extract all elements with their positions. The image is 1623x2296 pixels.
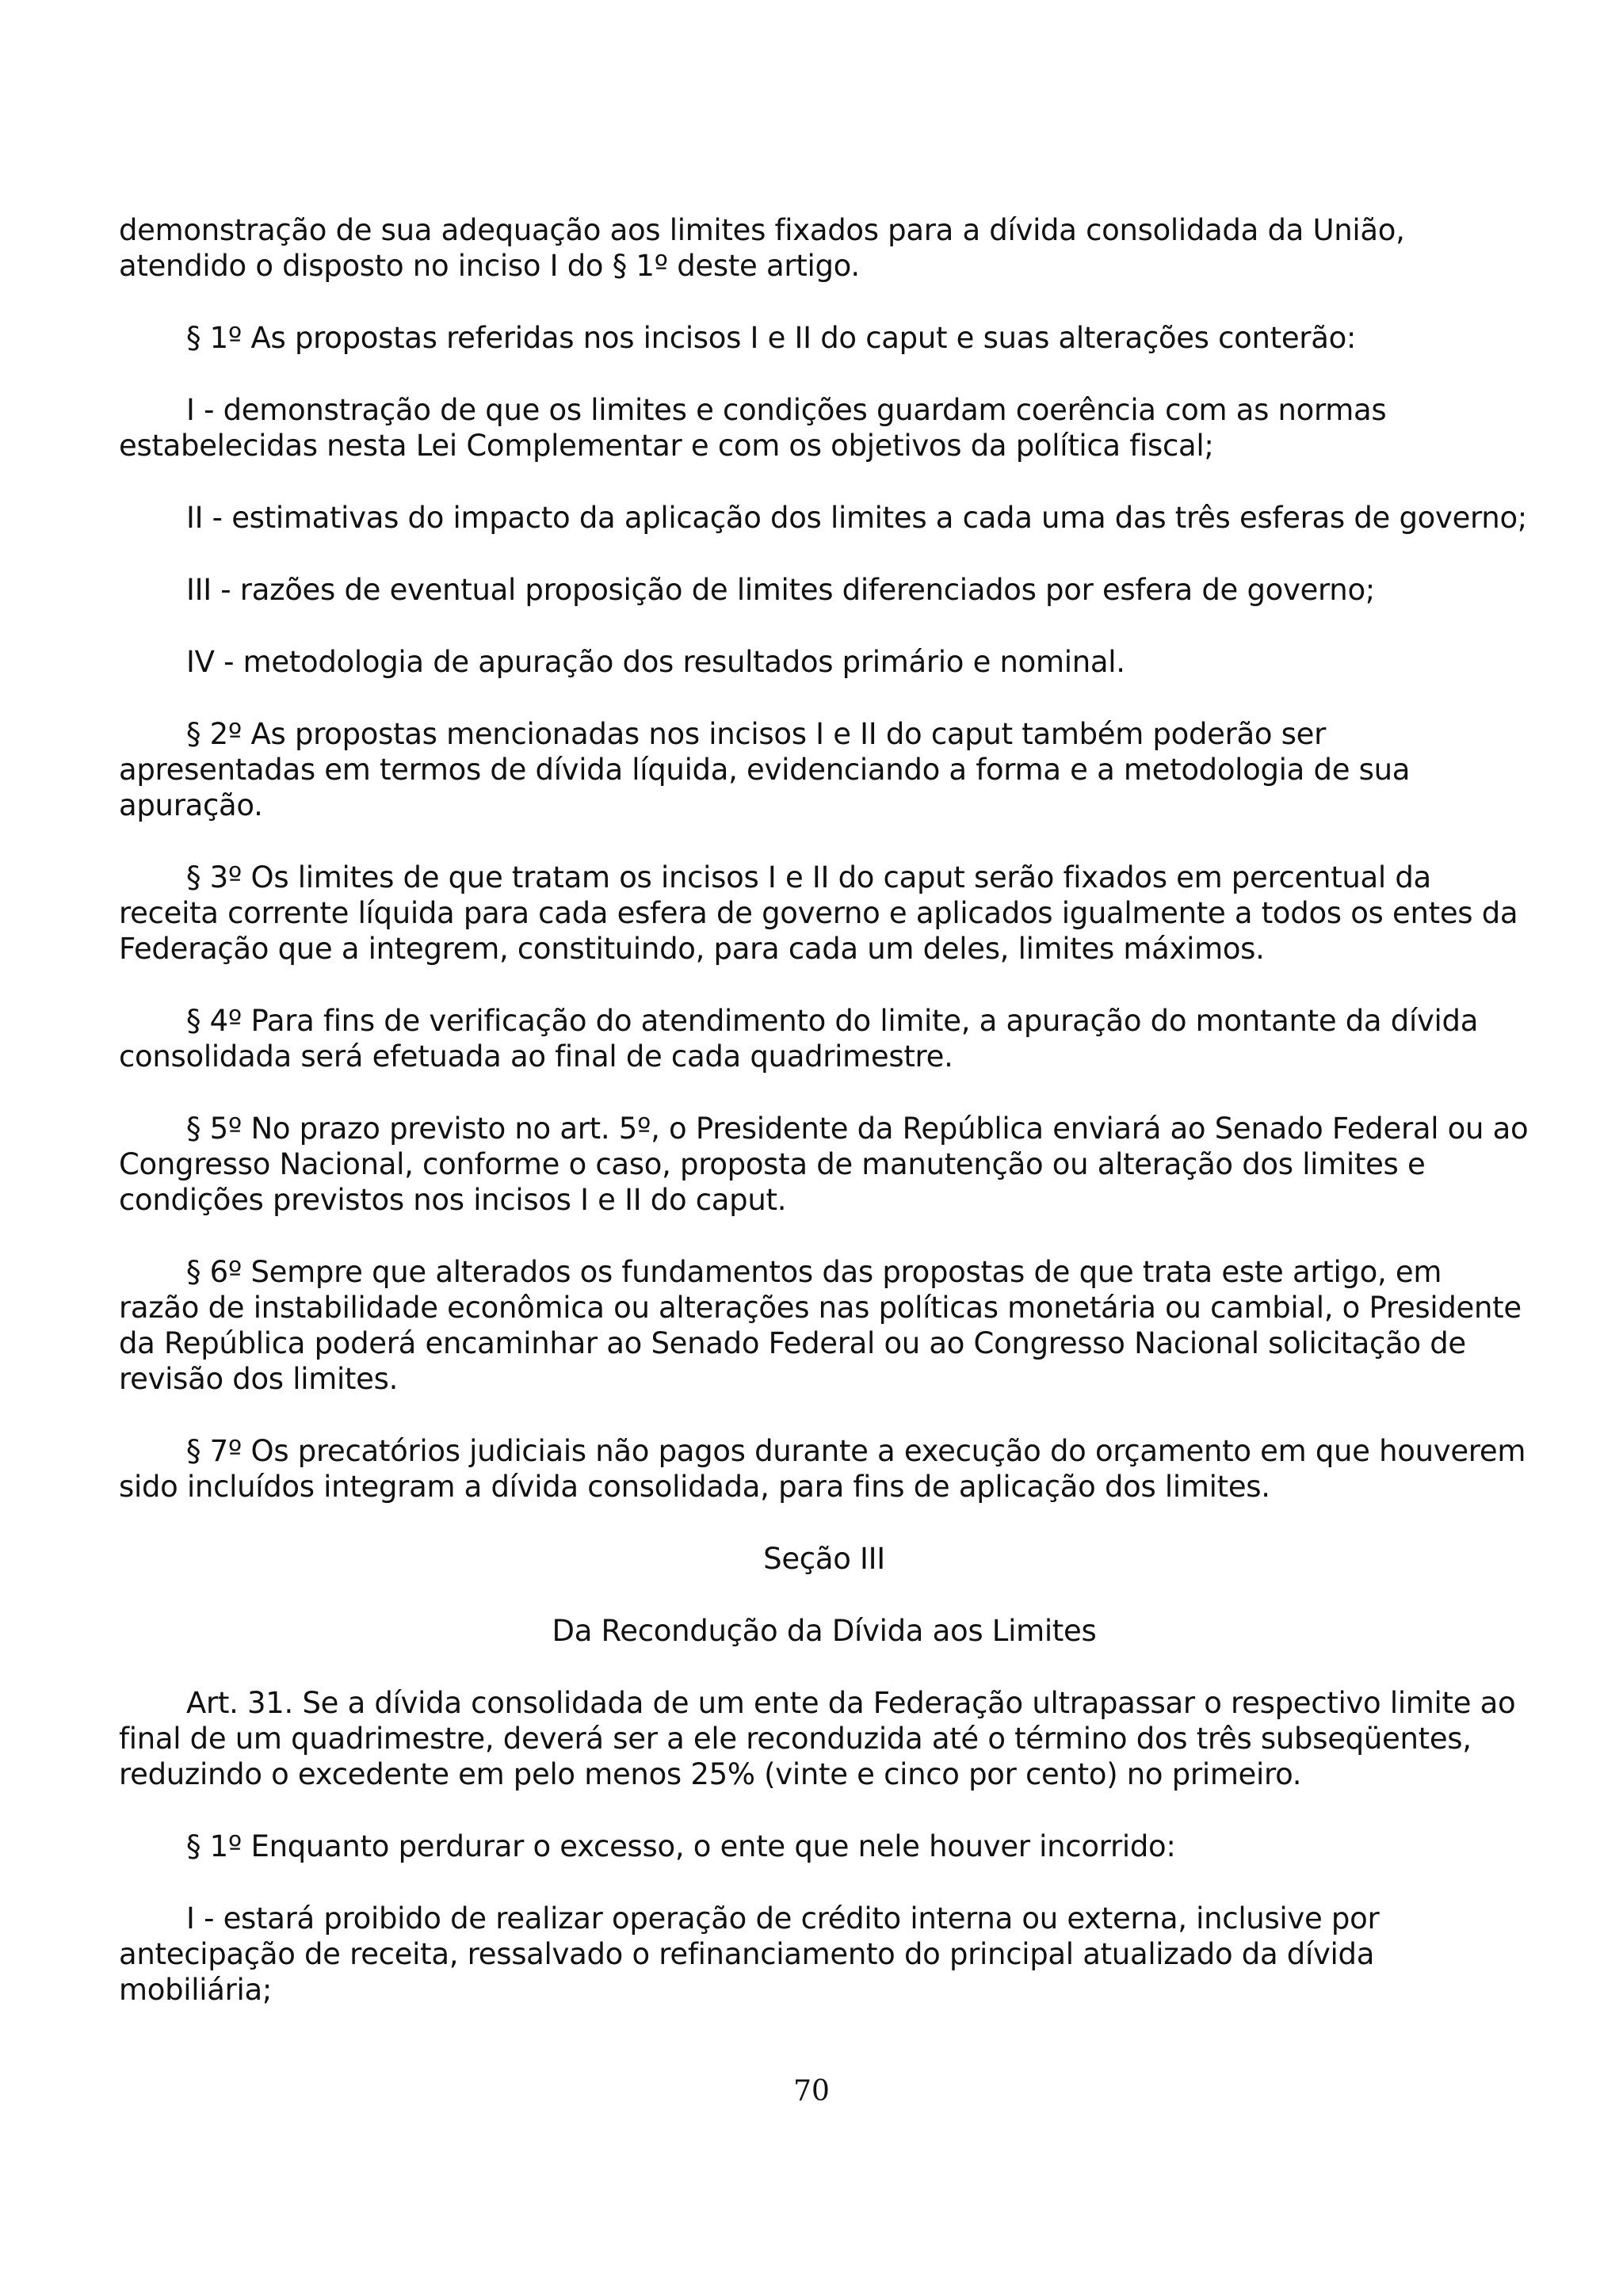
paragraph-inciso-ii: II - estimativas do impacto da aplicação dos limites a cada uma das três esferas de governo; [186, 501, 1527, 535]
paragraph-section-5: § 5º No prazo previsto no art. 5º, o Presidente da República enviará ao Senado Federal ou ao Congresso Nacional, conforme o caso, proposta de manutenção ou alteração dos limites e condições previstos nos incisos I e II do caput. [119, 1112, 1529, 1217]
paragraph-inciso-iii: III - razões de eventual proposição de limites diferenciados por esfera de governo; [186, 573, 1375, 607]
paragraph-article-31-inciso-i: I - estará proibido de realizar operação de crédito interna ou externa, inclusive por antecipação de receita, ressalvado o refinanciamento do principal atualizado da dívida mobiliária; [119, 1901, 1380, 2007]
paragraph-inciso-i: I - demonstração de que os limites e condições guardam coerência com as normas estabelecidas nesta Lei Complementar e com os objetivos da política fiscal; [119, 393, 1387, 463]
paragraph-section-3: § 3º Os limites de que tratam os incisos I e II do caput serão fixados em percentual da receita corrente líquida para cada esfera de governo e aplicados igualmente a todos os entes da Federação que a integrem, constituindo, para cada um deles, limites máximos. [119, 860, 1518, 966]
paragraph-section-2: § 2º As propostas mencionadas nos incisos I e II do caput também poderão ser apresentadas em termos de dívida líquida, evidenciando a forma e a metodologia de sua apuração. [119, 717, 1411, 822]
document-body [119, 212, 1529, 2044]
paragraph-section-6: § 6º Sempre que alterados os fundamentos das propostas de que trata este artigo, em razão de instabilidade econômica ou alterações nas políticas monetária ou cambial, o Presidente da República poderá encaminhar ao Senado Federal ou ao Congresso Nacional solicitação de revisão dos limites. [119, 1255, 1522, 1396]
paragraph-continuation: demonstração de sua adequação aos limites fixados para a dívida consolidada da União, atendido o disposto no inciso I do § 1º deste artigo. [119, 213, 1405, 283]
page-number: 70 [793, 2075, 830, 2107]
paragraph-section-7: § 7º Os precatórios judiciais não pagos durante a execução do orçamento em que houverem sido incluídos integram a dívida consolidada, para fins de aplicação dos limites. [119, 1434, 1526, 1504]
paragraph-section-4: § 4º Para fins de verificação do atendimento do limite, a apuração do montante da dívida consolidada será efetuada ao final de cada quadrimestre. [119, 1004, 1479, 1074]
section-heading: Seção III [763, 1542, 885, 1576]
paragraph-article-31-section-1: § 1º Enquanto perdurar o excesso, o ente que nele houver incorrido: [186, 1829, 1176, 1863]
paragraph-section-1: § 1º As propostas referidas nos incisos I e II do caput e suas alterações conterão: [186, 321, 1357, 355]
section-title: Da Recondução da Dívida aos Limites [552, 1614, 1097, 1648]
paragraph-inciso-iv: IV - metodologia de apuração dos resultados primário e nominal. [186, 645, 1125, 679]
paragraph-article-31: Art. 31. Se a dívida consolidada de um ente da Federação ultrapassar o respectivo limite ao final de um quadrimestre, deverá ser a ele reconduzida até o término dos três subseqüentes, reduzindo o excedente em pelo menos 25% (vinte e cinco por cento) no primeiro. [119, 1686, 1516, 1791]
